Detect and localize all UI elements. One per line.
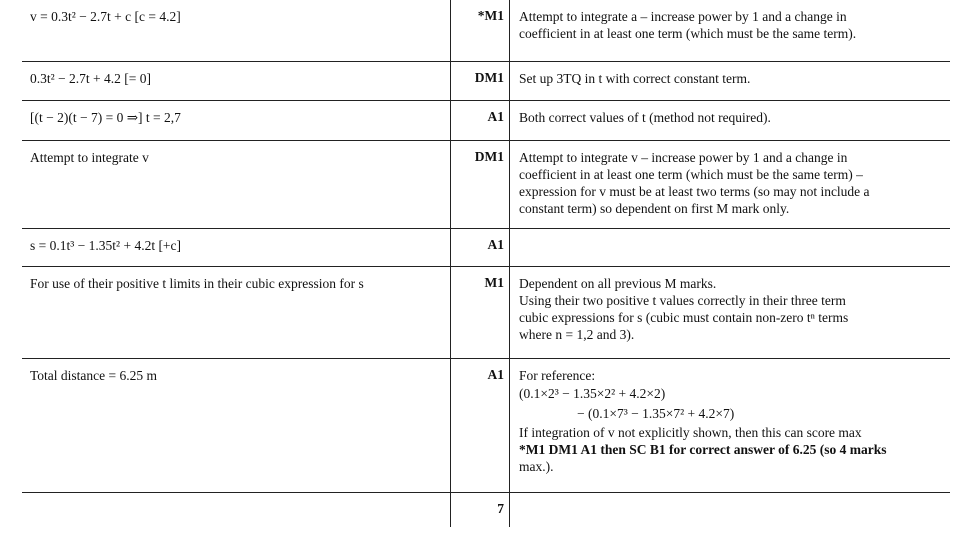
guidance-line: coefficient in at least one term (which must be the same term). bbox=[519, 26, 857, 41]
total-marks: 7 bbox=[497, 501, 504, 516]
guidance-cell bbox=[519, 149, 929, 217]
mark-cell bbox=[450, 267, 510, 358]
mark-code: DM1 bbox=[474, 149, 504, 164]
guidance-cell bbox=[519, 70, 929, 87]
mark-cell bbox=[450, 229, 510, 266]
mark-cell bbox=[450, 493, 510, 527]
guidance-line: *M1 DM1 A1 then SC B1 for correct answer of 6.25 (so 4 marks bbox=[519, 442, 887, 457]
guidance-line: expression for v must be at least two terms (so may not include a bbox=[519, 184, 870, 199]
mark-cell bbox=[450, 359, 510, 492]
table-row bbox=[22, 62, 950, 101]
table-row bbox=[22, 359, 950, 493]
table-row bbox=[22, 141, 950, 229]
guidance-line: cubic expressions for s (cubic must contain non-zero tⁿ terms bbox=[519, 310, 849, 325]
mark-code: M1 bbox=[484, 275, 504, 290]
guidance-line: (0.1×2³ − 1.35×2² + 4.2×2) bbox=[519, 386, 666, 401]
mark-code: A1 bbox=[487, 237, 504, 252]
guidance-cell bbox=[519, 109, 929, 126]
guidance-line: If integration of v not explicitly shown, then this can score max bbox=[519, 425, 862, 440]
table-row bbox=[22, 0, 950, 62]
working-cell: [(t − 2)(t − 7) = 0 ⇒] t = 2,7 bbox=[30, 110, 181, 125]
guidance-cell bbox=[519, 275, 929, 343]
table-row bbox=[22, 267, 950, 359]
table-row bbox=[22, 229, 950, 267]
mark-code: *M1 bbox=[477, 8, 504, 23]
working-cell: 0.3t² − 2.7t + 4.2 [= 0] bbox=[30, 71, 152, 86]
guidance-cell bbox=[519, 367, 929, 475]
guidance-line: constant term) so dependent on first M mark only. bbox=[519, 201, 790, 216]
table-row bbox=[22, 101, 950, 141]
mark-code: DM1 bbox=[474, 70, 504, 85]
guidance-line: Using their two positive t values correctly in their three term bbox=[519, 293, 846, 308]
guidance-line: Dependent on all previous M marks. bbox=[519, 276, 717, 291]
working-cell: For use of their positive t limits in their cubic expression for s bbox=[30, 276, 364, 291]
guidance-line: Attempt to integrate v – increase power by 1 and a change in bbox=[519, 150, 848, 165]
mark-code: A1 bbox=[487, 109, 504, 124]
guidance-line: Attempt to integrate a – increase power by 1 and a change in bbox=[519, 9, 847, 24]
working-cell: s = 0.1t³ − 1.35t² + 4.2t [+c] bbox=[30, 238, 182, 253]
guidance-line: − (0.1×7³ − 1.35×7² + 4.2×7) bbox=[577, 406, 735, 421]
mark-cell bbox=[450, 62, 510, 100]
mark-code: A1 bbox=[487, 367, 504, 382]
mark-cell bbox=[450, 101, 510, 140]
mark-cell bbox=[450, 0, 510, 61]
total-row bbox=[22, 493, 950, 527]
guidance-line: For reference: bbox=[519, 368, 596, 383]
guidance-line: where n = 1,2 and 3). bbox=[519, 327, 635, 342]
guidance-line: Set up 3TQ in t with correct constant term. bbox=[519, 71, 751, 86]
working-cell: v = 0.3t² − 2.7t + c [c = 4.2] bbox=[30, 9, 181, 24]
working-cell: Attempt to integrate v bbox=[30, 150, 149, 165]
guidance-line: Both correct values of t (method not required). bbox=[519, 110, 771, 125]
guidance-line: max.). bbox=[519, 459, 554, 474]
guidance-cell bbox=[519, 8, 929, 42]
mark-cell bbox=[450, 141, 510, 228]
working-cell: Total distance = 6.25 m bbox=[30, 368, 158, 383]
guidance-line: coefficient in at least one term (which must be the same term) – bbox=[519, 167, 863, 182]
